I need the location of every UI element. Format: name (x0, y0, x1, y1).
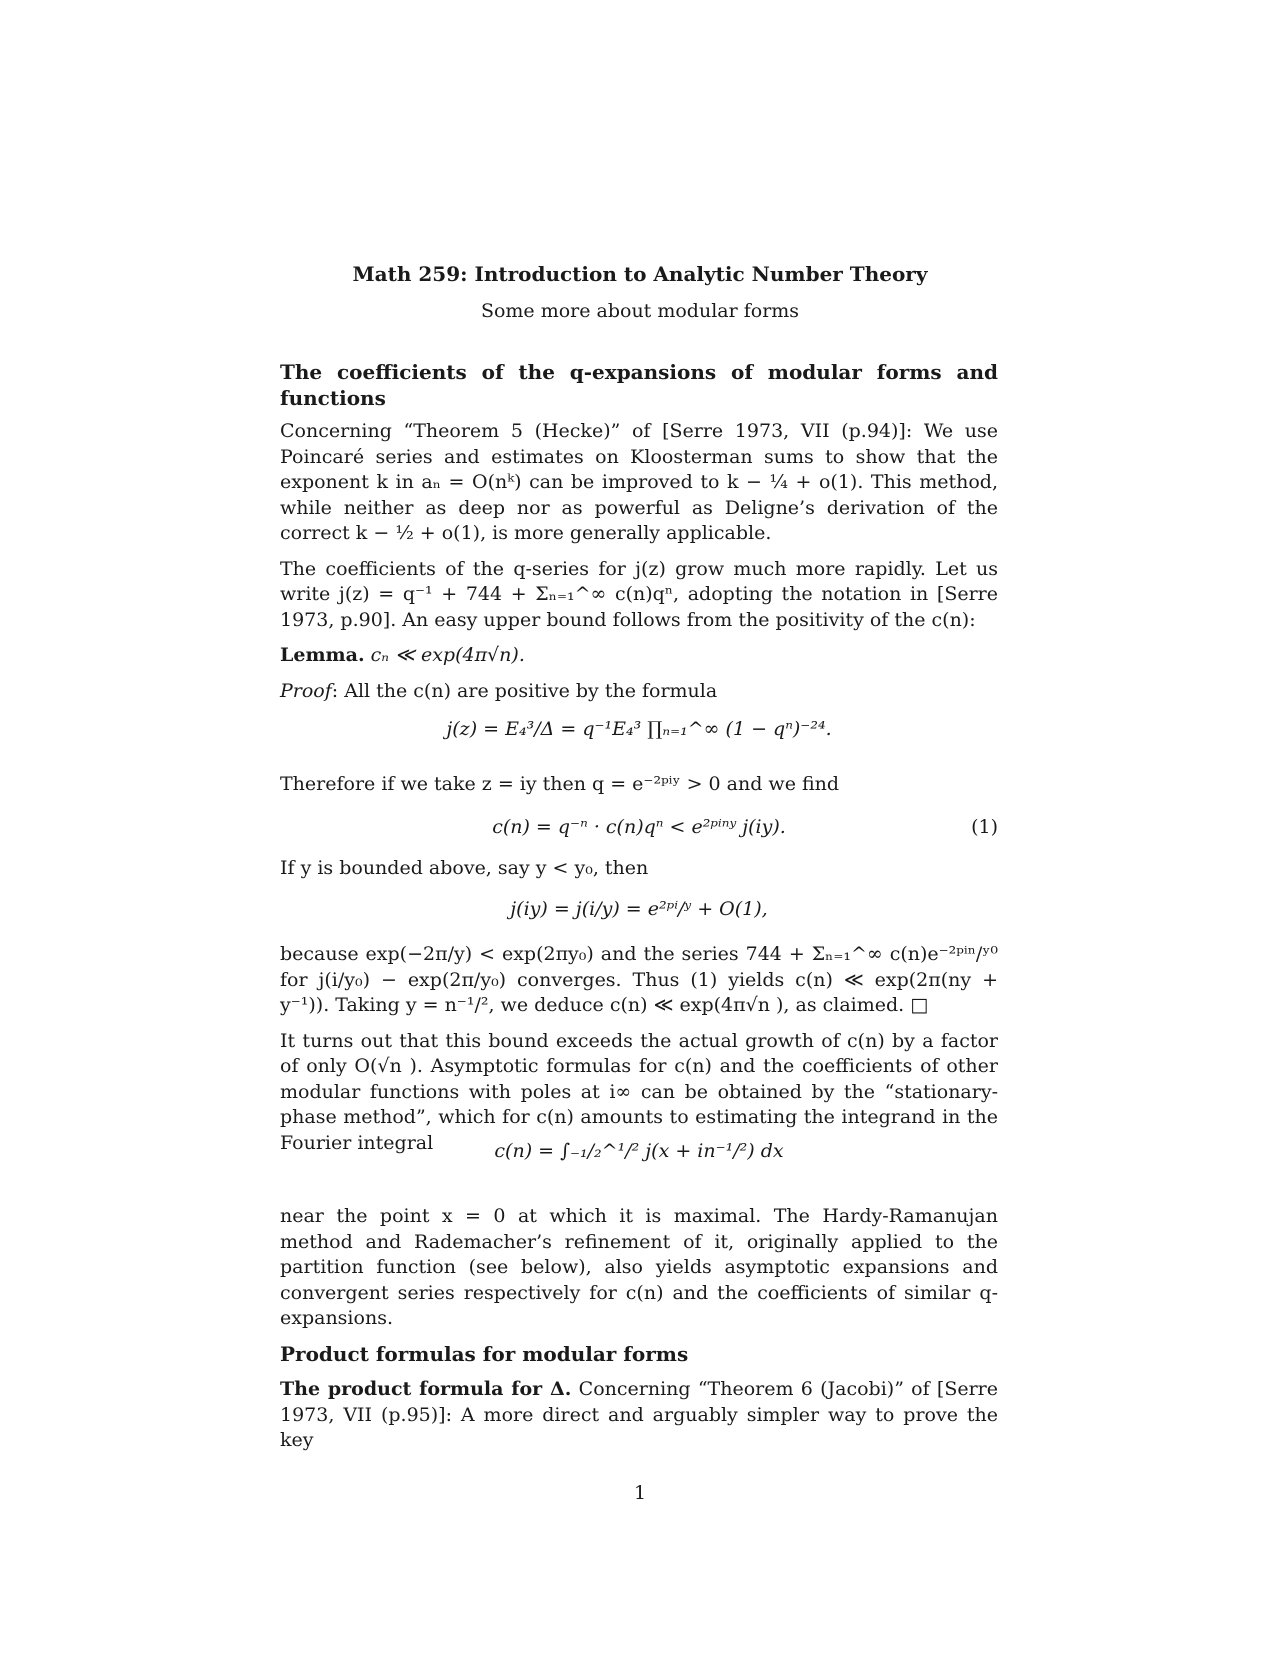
paper-subtitle: Some more about modular forms (480, 300, 800, 322)
lemma-statement: cₙ ≪ exp(4π√n). (370, 644, 525, 666)
page-number: 1 (633, 1482, 647, 1504)
section-1-body-3 (280, 1204, 998, 1454)
equation-1: c(n) = q⁻ⁿ · c(n)qⁿ < e²ᵖⁱⁿʸ j(iy). (492, 816, 786, 838)
proof-text: : All the c(n) are positive by the formula (331, 679, 718, 702)
equation-3: c(n) = ∫₋₁/₂^¹/² j(x + in⁻¹/²) dx (494, 1140, 784, 1162)
section-1-para-1: Concerning “Theorem 5 (Hecke)” of [Serre 1973, VII (p.94)]: We use Poincaré series and estimates on Kloosterman sums to show that the exponent k in aₙ = O(nᵏ) can be improved to k − ¼ + o(1). This method, while neither as deep nor as powerful as Deligne’s derivation of the correct k − ½ + o(1), is more generally applicable. (280, 420, 998, 544)
section-2-heading: Product formulas for modular forms (280, 1341, 689, 1366)
section-1-para-3: Therefore if we take z = iy then q = e⁻²ᵖⁱʸ > 0 and we find (280, 773, 840, 795)
section-1-para-2: The coefficients of the q-series for j(z) grow much more rapidly. Let us write j(z) = q⁻¹ + 744 + Σₙ₌₁^∞ c(n)qⁿ, adopting the notation in [Serre 1973, p.90]. An easy upper bound follows from the positivity of the c(n): (280, 557, 998, 631)
equation-2: j(iy) = j(i/y) = e²ᵖⁱ/ʸ + O(1), (510, 898, 768, 920)
section-1 (280, 360, 998, 704)
section-1-heading: The coefficients of the q-expansions of modular forms and functions (280, 360, 998, 410)
paper-title: Math 259: Introduction to Analytic Number Theory (352, 262, 928, 286)
section-2-subheading: The product formula for Δ. (280, 1378, 572, 1400)
section-1-para-6: It turns out that this bound exceeds the actual growth of c(n) by a factor of only O(√n ). Asymptotic formulas for c(n) and the coefficients of other modular functions with poles at i∞ can be obtained by the “stationary-phase method”, which for c(n) amounts to estimating the integrand in the Fourier integral (280, 1029, 998, 1154)
equation-product: j(z) = E₄³/Δ = q⁻¹E₄³ ∏ₙ₌₁^∞ (1 − qⁿ)⁻²⁴. (446, 718, 832, 740)
proof-label: Proof (280, 679, 332, 702)
section-1-para-5: because exp(−2π/y) < exp(2πy₀) and the series 744 + Σₙ₌₁^∞ c(n)e⁻²ᵖⁱⁿ/ʸ⁰ for j(i/y₀) − exp(2π/y₀) converges. Thus (1) yields c(n) ≪ exp(2π(ny + y⁻¹)). Taking y = n⁻¹/², we deduce c(n) ≪ exp(4π√n ), as claimed. □ (280, 943, 998, 1016)
lemma (280, 643, 998, 669)
section-2-text: Concerning “Theorem 6 (Jacobi)” of [Serre 1973, VII (p.95)]: A more direct and arguably simpler way to prove the key (280, 1378, 999, 1451)
section-2-para (280, 1377, 998, 1454)
proof-intro (280, 679, 998, 705)
section-1-para-4: If y is bounded above, say y < y₀, then (280, 857, 649, 879)
equation-1-number: (1) (971, 816, 998, 838)
section-1-para-7: near the point x = 0 at which it is maximal. The Hardy-Ramanujan method and Rademacher’s refinement of it, originally applied to the partition function (see below), also yields asymptotic expansions and convergent series respectively for c(n) and the coefficients of similar q-expansions. (280, 1205, 998, 1329)
section-1-body-2 (280, 942, 998, 1156)
lemma-label: Lemma. (280, 644, 365, 666)
